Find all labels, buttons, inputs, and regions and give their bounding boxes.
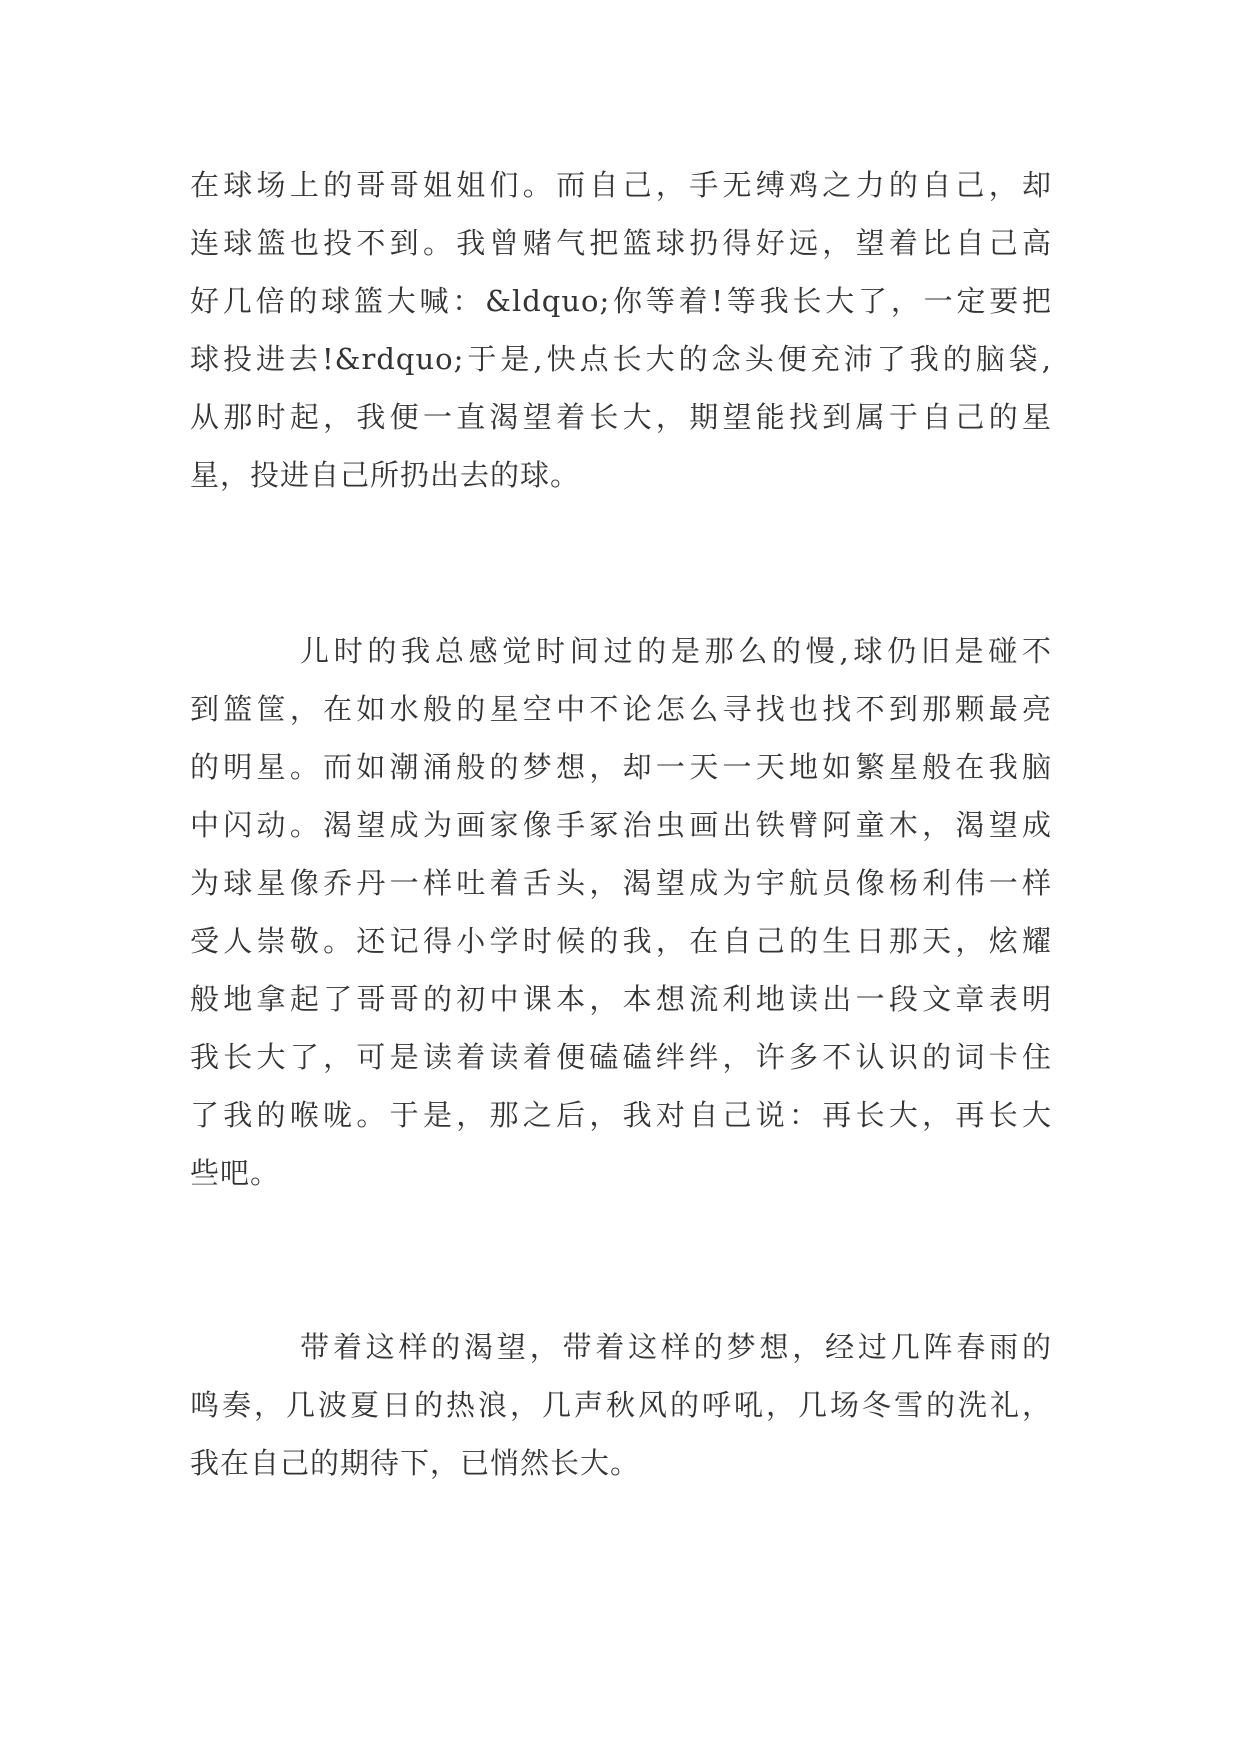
paragraph-3 [190, 1318, 1052, 1492]
text-line: 受人崇敬。还记得小学时候的我，在自己的生日那天，炫耀 [190, 924, 1052, 958]
text-line: 我在自己的期待下，已悄然长大。 [190, 1446, 641, 1480]
text-line: 星，投进自己所扔出去的球。 [190, 458, 581, 492]
text-line: 了我的喉咙。于是，那之后，我对自己说：再长大，再长大 [190, 1098, 1052, 1132]
text-line: 鸣奏，几波夏日的热浪，几声秋风的呼吼，几场冬雪的洗礼， [190, 1388, 1052, 1422]
text-line: 中闪动。渴望成为画家像手冢治虫画出铁臂阿童木，渴望成 [190, 808, 1052, 842]
text-line: 从那时起，我便一直渴望着长大，期望能找到属于自己的星 [190, 400, 1052, 434]
text-line: 连球篮也投不到。我曾赌气把篮球扔得好远，望着比自己高 [190, 226, 1052, 260]
text-line: 般地拿起了哥哥的初中课本，本想流利地读出一段文章表明 [190, 982, 1052, 1016]
text-line: 带着这样的渴望，带着这样的梦想，经过几阵春雨的 [300, 1330, 1052, 1364]
text-line: 为球星像乔丹一样吐着舌头，渴望成为宇航员像杨利伟一样 [190, 866, 1052, 900]
text-line: 好几倍的球篮大喊：&ldquo;你等着!等我长大了，一定要把 [190, 284, 1052, 318]
paragraph-2 [190, 622, 1052, 1202]
text-line: 我长大了，可是读着读着便磕磕绊绊，许多不认识的词卡住 [190, 1040, 1052, 1074]
text-line: 儿时的我总感觉时间过的是那么的慢,球仍旧是碰不 [300, 634, 1052, 668]
paragraph-1 [190, 156, 1052, 504]
text-line: 球投进去!&rdquo;于是,快点长大的念头便充沛了我的脑袋, [190, 342, 1052, 376]
text-line: 些吧。 [190, 1156, 281, 1190]
text-line: 到篮筐，在如水般的星空中不论怎么寻找也找不到那颗最亮 [190, 692, 1052, 726]
text-line: 在球场上的哥哥姐姐们。而自己，手无缚鸡之力的自己，却 [190, 168, 1052, 202]
text-line: 的明星。而如潮涌般的梦想，却一天一天地如繁星般在我脑 [190, 750, 1052, 784]
